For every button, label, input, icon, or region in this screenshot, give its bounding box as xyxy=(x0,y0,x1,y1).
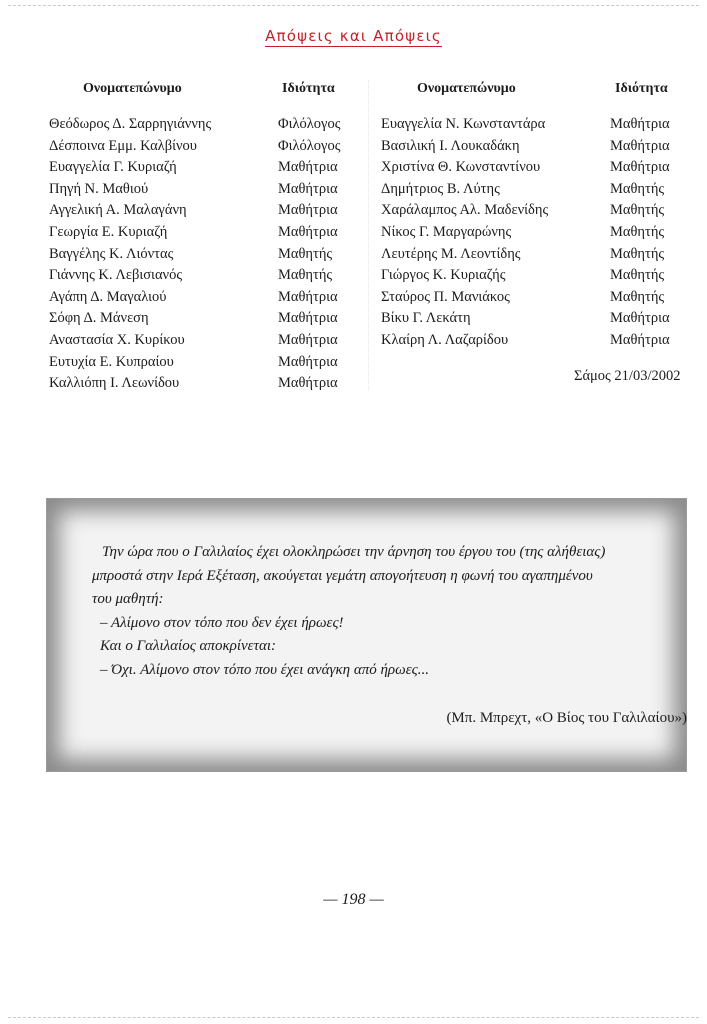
quote-line: Την ώρα που ο Γαλιλαίος έχει ολοκληρώσει την άρνηση του έργου του (της αλήθειας) xyxy=(102,544,606,560)
member-role: Μαθήτρια xyxy=(610,159,670,176)
left-roles-column xyxy=(278,76,368,395)
member-role: Μαθήτρια xyxy=(278,180,338,197)
member-name: Βασιλική Ι. Λουκαδάκη xyxy=(381,137,520,154)
member-name: Σόφη Δ. Μάνεση xyxy=(49,310,149,327)
member-role: Μαθήτρια xyxy=(278,202,338,219)
right-roles-rows xyxy=(610,114,690,352)
member-name: Λευτέρης Μ. Λεοντίδης xyxy=(381,245,521,262)
member-name: Αγγελική Α. Μαλαγάνη xyxy=(49,202,187,219)
place-date-signoff: Σάμος 21/03/2002 xyxy=(574,368,681,384)
member-name: Δέσποινα Εμμ. Καλβίνου xyxy=(49,137,197,154)
running-title-text: Απόψεις και Απόψεις xyxy=(265,27,442,45)
member-name: Πηγή Ν. Μαθιού xyxy=(49,180,149,197)
member-role: Μαθήτρια xyxy=(278,288,338,305)
member-role: Μαθητής xyxy=(610,223,665,240)
member-role: Μαθητής xyxy=(610,267,665,284)
member-name: Ευτυχία Ε. Κυπραίου xyxy=(49,353,174,370)
left-names-column xyxy=(49,76,279,395)
member-role: Φιλόλογος xyxy=(278,116,341,132)
member-role: Μαθήτρια xyxy=(278,310,338,327)
right-names-rows xyxy=(381,114,611,352)
running-title xyxy=(0,27,707,45)
column-divider xyxy=(368,80,369,390)
right-role-header: Ιδιότητα xyxy=(615,81,668,96)
left-names-rows xyxy=(49,114,279,395)
member-name: Κλαίρη Λ. Λαζαρίδου xyxy=(381,331,509,348)
member-role: Μαθήτρια xyxy=(610,116,670,132)
page-bottom-edge xyxy=(8,1017,699,1018)
member-role: Μαθητής xyxy=(278,267,333,284)
member-name: Δημήτριος Β. Λύτης xyxy=(381,180,500,197)
member-role: Μαθήτρια xyxy=(610,310,670,327)
quote-line: Και ο Γαλιλαίος αποκρίνεται: xyxy=(100,638,276,654)
page-top-edge xyxy=(8,5,699,6)
member-name: Βαγγέλης Κ. Λιόντας xyxy=(49,245,174,262)
member-name: Γεωργία Ε. Κυριαζή xyxy=(49,223,168,240)
quote-line: μπροστά στην Ιερά Εξέταση, ακούγεται γεμάτη απογοήτευση η φωνή του αγαπημένου xyxy=(92,567,593,584)
member-role: Μαθήτρια xyxy=(278,353,338,370)
member-role: Μαθητής xyxy=(610,180,665,197)
member-name: Ευαγγελία Ν. Κωνσταντάρα xyxy=(381,116,546,132)
member-name: Βίκυ Γ. Λεκάτη xyxy=(381,310,471,327)
member-name: Γιάννης Κ. Λεβισιανός xyxy=(49,267,183,284)
member-role: Μαθήτρια xyxy=(278,159,338,176)
right-name-header: Ονοματεπώνυμο xyxy=(417,81,516,96)
right-names-column xyxy=(381,76,611,352)
quote-line: του μαθητή: xyxy=(92,591,164,607)
quote-line: – Όχι. Αλίμονο στον τόπο που έχει ανάγκη από ήρωες... xyxy=(100,661,429,678)
member-name: Γιώργος Κ. Κυριαζής xyxy=(381,267,506,284)
member-role: Μαθήτρια xyxy=(610,137,670,154)
quote-line: – Αλίμονο στον τόπο που δεν έχει ήρωες! xyxy=(100,614,344,631)
member-role: Μαθήτρια xyxy=(278,223,338,240)
member-role: Φιλόλογος xyxy=(278,137,341,154)
member-name: Νίκος Γ. Μαργαρώνης xyxy=(381,223,512,240)
member-role: Μαθητής xyxy=(278,245,333,262)
member-name: Καλλιόπη Ι. Λεωνίδου xyxy=(49,375,180,392)
left-roles-rows xyxy=(278,114,368,395)
left-name-header: Ονοματεπώνυμο xyxy=(83,81,182,96)
member-name: Αναστασία Χ. Κυρίκου xyxy=(49,331,185,348)
member-name: Αγάπη Δ. Μαγαλιού xyxy=(49,288,167,305)
quote-attribution: (Μπ. Μπρεχτ, «Ο Βίος του Γαλιλαίου») xyxy=(446,710,687,726)
member-role: Μαθήτρια xyxy=(610,331,670,348)
member-name: Θεόδωρος Δ. Σαρρηγιάννης xyxy=(49,116,212,132)
member-name: Χριστίνα Θ. Κωνσταντίνου xyxy=(381,159,541,176)
member-name: Σταύρος Π. Μανιάκος xyxy=(381,288,510,305)
member-name: Ευαγγελία Γ. Κυριαζή xyxy=(49,159,177,176)
member-role: Μαθητής xyxy=(610,245,665,262)
quote-text xyxy=(92,541,672,682)
member-name: Χαράλαμπος Αλ. Μαδενίδης xyxy=(381,202,549,219)
member-role: Μαθητής xyxy=(610,202,665,219)
member-role: Μαθήτρια xyxy=(278,331,338,348)
page-number: — 198 — xyxy=(323,891,384,908)
right-roles-column xyxy=(610,76,690,352)
member-role: Μαθητής xyxy=(610,288,665,305)
member-role: Μαθήτρια xyxy=(278,375,338,392)
left-role-header: Ιδιότητα xyxy=(282,81,335,96)
